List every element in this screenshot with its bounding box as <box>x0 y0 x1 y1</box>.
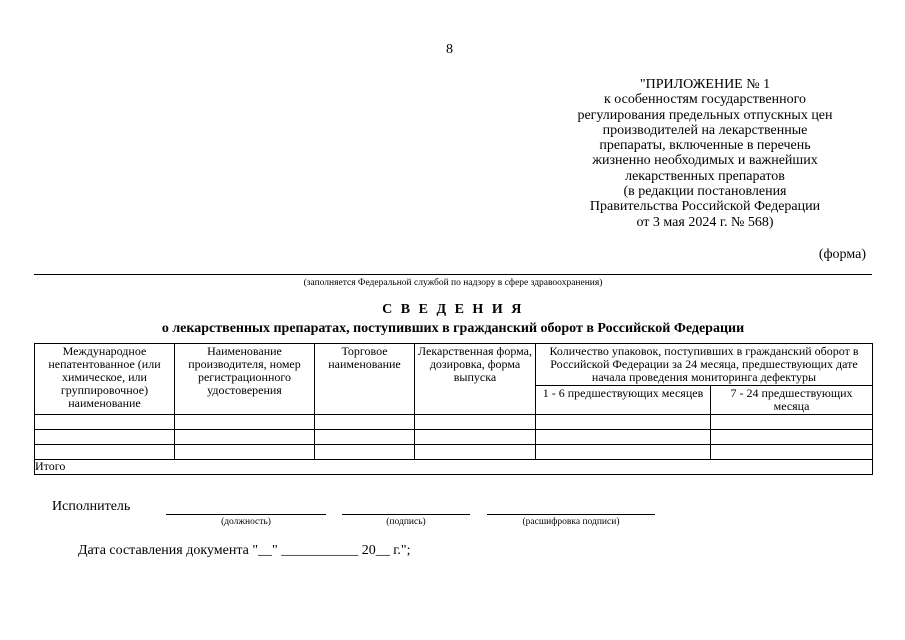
appendix-line: "ПРИЛОЖЕНИЕ № 1 <box>639 77 771 92</box>
table-cell[interactable] <box>711 415 873 430</box>
table-cell[interactable] <box>175 445 315 460</box>
table-cell[interactable] <box>536 445 711 460</box>
document-date-line: Дата составления документа "__" ___________ 20__ г."; <box>78 543 411 558</box>
total-row <box>35 460 873 475</box>
table-row <box>35 445 873 460</box>
decoding-line[interactable] <box>487 514 655 515</box>
appendix-line: лекарственных препаратов <box>625 168 785 184</box>
table-row <box>35 430 873 445</box>
appendix-line: регулирования предельных отпускных цен <box>577 107 833 123</box>
appendix-line: от 3 мая 2024 г. № 568) <box>636 214 774 230</box>
table-cell[interactable] <box>315 445 415 460</box>
subheader-1-6-months: 1 - 6 предшествующих месяцев <box>536 386 711 415</box>
table-cell[interactable] <box>536 430 711 445</box>
signature-line[interactable] <box>342 514 470 515</box>
header-package-count: Количество упаковок, поступивших в гражданский оборот в Российской Федерации за 24 месяца, предшествующих дате начала проведения мониторинга дефектуры <box>536 344 873 386</box>
table-cell[interactable] <box>35 415 175 430</box>
table-cell[interactable] <box>415 415 536 430</box>
fill-line <box>34 274 872 275</box>
table-cell[interactable] <box>315 415 415 430</box>
table-cell[interactable] <box>315 430 415 445</box>
signature-caption: (подпись) <box>386 517 426 527</box>
table-cell[interactable] <box>415 430 536 445</box>
header-inn: Международное непатентованное (или химическое, или группировочное) наименование <box>35 344 175 415</box>
table-cell[interactable] <box>711 430 873 445</box>
table-cell[interactable] <box>35 430 175 445</box>
table-cell[interactable] <box>415 445 536 460</box>
header-trade-name: Торговое наименование <box>315 344 415 415</box>
header-manufacturer: Наименование производителя, номер регистрационного удостоверения <box>175 344 315 415</box>
appendix-heading <box>555 77 855 230</box>
form-label: (форма) <box>818 247 866 262</box>
table-cell[interactable] <box>175 415 315 430</box>
table-cell[interactable] <box>35 445 175 460</box>
table-cell[interactable] <box>175 430 315 445</box>
decoding-caption: (расшифровка подписи) <box>522 517 620 527</box>
appendix-line: производителей на лекарственные <box>602 122 808 138</box>
header-dosage-form: Лекарственная форма, дозировка, форма выпуска <box>415 344 536 415</box>
table-header-row <box>35 344 873 386</box>
subheader-7-24-months: 7 - 24 предшествующих месяца <box>711 386 873 415</box>
page-number: 8 <box>446 42 453 57</box>
document-subtitle: о лекарственных препаратах, поступивших в гражданский оборот в Российской Федерации <box>161 321 745 336</box>
document-title: С В Е Д Е Н И Я <box>382 302 524 317</box>
fill-note: (заполняется Федеральной службой по надзору в сфере здравоохранения) <box>303 278 603 288</box>
appendix-line: к особенностям государственного <box>604 92 806 108</box>
appendix-line: жизненно необходимых и важнейших <box>592 153 818 169</box>
total-label: Итого <box>35 460 873 475</box>
appendix-line: Правительства Российской Федерации <box>589 199 821 215</box>
position-line[interactable] <box>166 514 326 515</box>
data-table <box>34 343 873 475</box>
table-cell[interactable] <box>536 415 711 430</box>
appendix-line: (в редакции постановления <box>623 184 787 200</box>
table-cell[interactable] <box>711 445 873 460</box>
table-row <box>35 415 873 430</box>
executor-label: Исполнитель <box>52 499 131 514</box>
appendix-line: препараты, включенные в перечень <box>599 138 811 154</box>
position-caption: (должность) <box>221 517 271 527</box>
